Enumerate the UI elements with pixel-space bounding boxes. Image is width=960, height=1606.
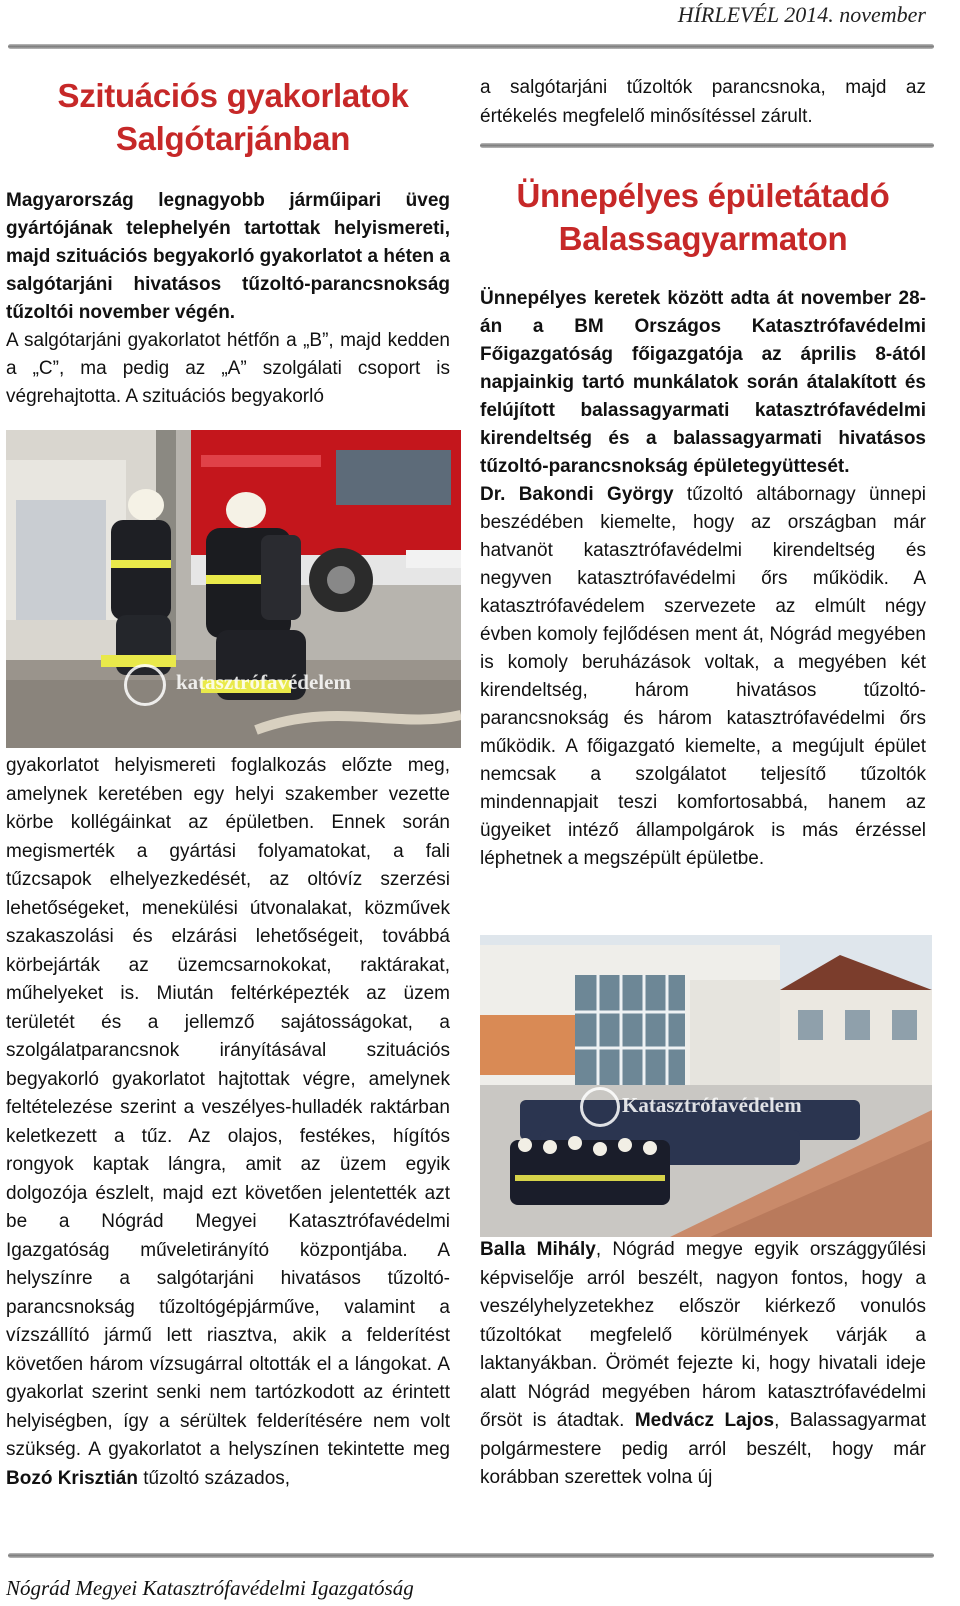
person-name: Balla Mihály: [480, 1239, 596, 1260]
footer-organization: Nógrád Megyei Katasztrófavédelmi Igazgatóság: [6, 1576, 414, 1600]
article-title-right: [480, 174, 926, 260]
title-line: Balassagyarmaton: [558, 220, 848, 257]
header-rule: [8, 44, 934, 49]
watermark-logo-icon: [124, 664, 166, 706]
person-name: Bozó Krisztián: [6, 1467, 138, 1489]
article-divider: [480, 143, 934, 148]
left-column-continued: [6, 752, 450, 1493]
title-line: Ünnepélyes épületátadó: [516, 177, 890, 214]
paragraph-text: , Nógrád megye egyik országgyűlési képviselője arról beszélt, nagyon fontos, hogy a veszélyhelyzetekhez először kiérkező vonulós tűzoltókat megfelelő körülmények várják a laktanyákban. Örömét fejezte ki, hogy hivatali ideje alatt Nógrád megyében három katasztrófavédelmi őrsöt is átadtak.: [480, 1239, 927, 1431]
article-paragraph: [480, 481, 926, 873]
person-name: Dr. Bakondi György: [480, 484, 674, 505]
title-line: Szituációs gyakorlatok: [57, 77, 409, 114]
newsletter-header: HÍRLEVÉL 2014. november: [677, 2, 926, 27]
article-paragraph: A salgótarjáni gyakorlatot hétfőn a „B”, majd kedden a „C”, ma pedig az „A” szolgálati csoport is végrehajtotta. A szituációs begyakorló: [6, 330, 450, 407]
right-column-continuation: a salgótarjáni tűzoltók parancsnoka, majd az értékelés megfelelő minősítéssel zárult.: [480, 77, 926, 127]
article-paragraph: gyakorlatot helyismereti foglalkozás előzte meg, amelynek keretében egy helyi szakember vezette körbe kollégáinkat az épületben. Ennek során megismerték a gyártási folyamatokat, a fali tűzcsapok elhelyezkedését, az oltóvíz szerzési lehetőségeket, menekülési útvonalakat, közművek szakaszolási és elzárási lehetőségeit, továbbá körbejárták az üzemcsarnokokat, raktárakat, műhelyeket is. Miután feltérképezték az üzem területét és a jellemző sajátosságokat, a szolgálatparancsnok irányításával szituációs begyakorló gyakorlatot hajtottak végre, amelynek feltételezése szerint a veszélyes-hulladék raktárban keletkezett a tűz. Az olajos, festékes, hígítós rongyok kaptak lángra, amit az üzem egyik dolgozója észlelt, majd ezt követően jelentették azt be a Nógrád Megyei Katasztrófavédelmi Igazgatóság műveletirányító központjába. A helyszínre a salgótarjáni hivatásos tűzoltó-parancsnokság tűzoltógépjárműve, valamint a vízszállító jármű lett riasztva, akik a felderítést követően három vízsugárral oltották el a lángokat. A gyakorlat szerint senki nem tartózkodott az érintett helyiségben, így a sérültek felderítésére nem volt szükség. A gyakorlatot a helyszínen tekintette meg: [6, 755, 450, 1460]
paragraph-text: tűzoltó altábornagy ünnepi beszédében kiemelte, hogy az országban már hatvanöt katasztrófavédelmi kirendeltség és negyven katasztrófavédelmi őrs működik. A katasztrófavédelem szervezete az elmúlt négy évben komoly fejlődésen ment át, Nógrád megyében is komoly beruházások voltak, a megyében két kirendeltség, három hivatásos tűzoltó-parancsnokság és három katasztrófavédelmi őrs működik. A főigazgató kiemelte, a megújult épület nemcsak a szolgálatot teljesítő tűzoltók mindennapjait teszi komfortosabbá, hanem az ügyeiket intéző állampolgárok is más érzéssel léphetnek a megszépült épületbe.: [480, 484, 927, 869]
right-column: [480, 174, 926, 873]
right-column-continued: [480, 1236, 926, 1493]
title-line: Salgótarjánban: [115, 120, 351, 157]
article-lede-right: Ünnepélyes keretek között adta át november 28-án a BM Országos Katasztrófavédelmi Főigazgatóság főigazgatója az április 8-ától napjainkig tartó munkálatok során átalakított és felújított balassagyarmati katasztrófavédelmi kirendeltség és a balassagyarmati hivatásos tűzoltó-parancsnokság épületegyüttesét.: [480, 288, 926, 477]
firefighters-photo: [6, 430, 461, 748]
photo-watermark: katasztrófavédelem: [176, 670, 351, 694]
article-paragraph: tűzoltó százados,: [137, 1467, 291, 1489]
ceremony-photo: [480, 935, 932, 1237]
photo-watermark: Katasztrófavédelem: [622, 1093, 802, 1117]
article-lede-left: Magyarország legnagyobb járműipari üveg gyártójának telephelyén tartottak helyismereti, majd szituációs begyakorló gyakorlatot a héten a salgótarjáni hivatásos tűzoltó-parancsnokság tűzoltói november végén.: [6, 190, 450, 323]
watermark-logo-icon: [580, 1087, 620, 1127]
person-name: Medvácz Lajos: [634, 1410, 775, 1431]
article-title-left: [6, 74, 450, 160]
footer-rule: [8, 1553, 934, 1558]
paragraph-text: , Balassagyarmat polgármestere pedig arról beszélt, hogy már korábban szerettek volna új: [480, 1410, 927, 1488]
left-column: [6, 74, 450, 411]
